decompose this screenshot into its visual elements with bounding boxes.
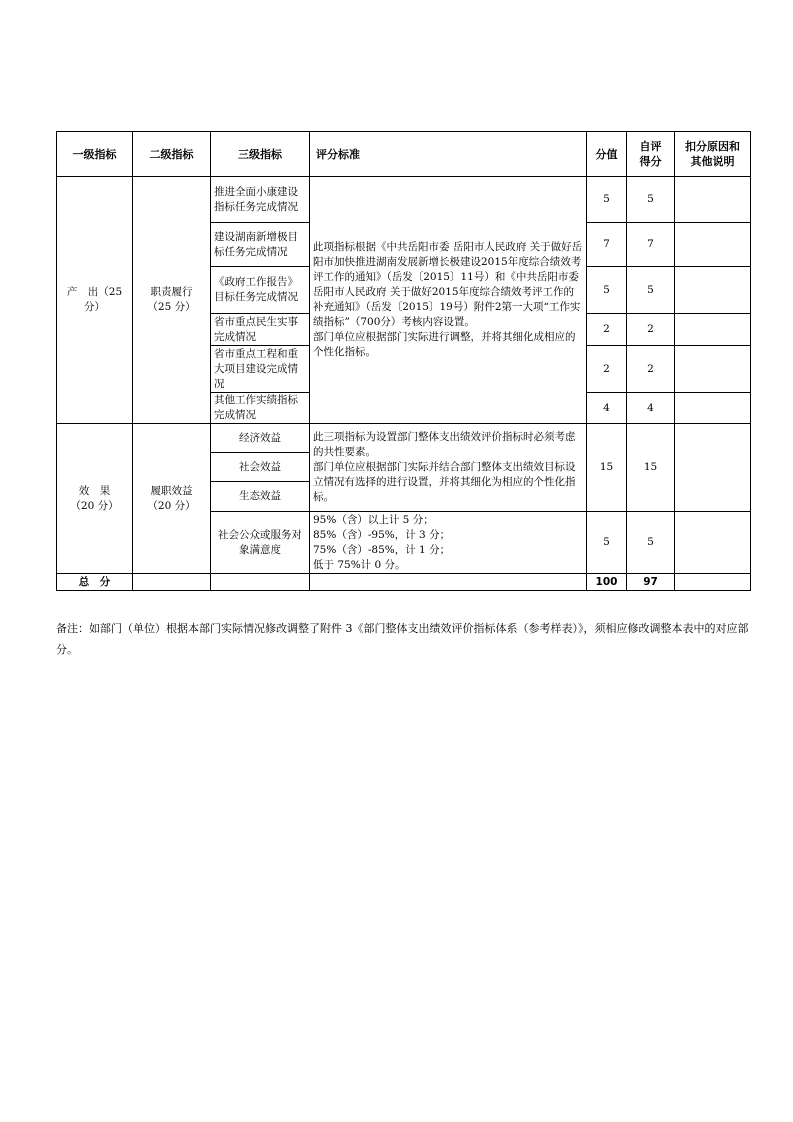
remarks-cell — [675, 393, 751, 424]
output-level1-cell: 产 出（25 分） — [57, 177, 133, 424]
empty-cell — [211, 574, 310, 591]
score-cell: 15 — [587, 424, 627, 512]
score-cell: 5 — [587, 267, 627, 314]
total-self-score: 97 — [627, 574, 675, 591]
effect-level1-cell: 效 果 （20 分） — [57, 424, 133, 574]
remarks-cell — [675, 267, 751, 314]
level3-cell: 社会公众或服务对象满意度 — [211, 512, 310, 574]
table-row — [57, 424, 751, 453]
output-level2-cell: 职责履行 （25 分） — [133, 177, 211, 424]
level3-cell: 社会效益 — [211, 453, 310, 482]
self-score-cell: 5 — [627, 177, 675, 223]
score-cell: 4 — [587, 393, 627, 424]
score-cell: 5 — [587, 177, 627, 223]
header-criteria: 评分标准 — [310, 132, 587, 177]
level3-cell: 经济效益 — [211, 424, 310, 453]
total-label: 总 分 — [57, 574, 133, 591]
total-score: 100 — [587, 574, 627, 591]
remarks-cell — [675, 177, 751, 223]
score-cell: 2 — [587, 346, 627, 393]
level3-cell: 推进全面小康建设指标任务完成情况 — [211, 177, 310, 223]
footnote: 备注：如部门（单位）根据本部门实际情况修改调整了附件 3《部门整体支出绩效评价指标体系（参考样表）》，须相应修改调整本表中的对应部分。 — [56, 622, 749, 656]
header-row — [57, 132, 751, 177]
output-criteria-cell: 此项指标根据《中共岳阳市委 岳阳市人民政府 关于做好岳阳市加快推进湖南发展新增长极建设2015年度综合绩效考评工作的通知》（岳发〔2015〕11号）和《中共岳阳市委 岳阳市人民政府 关于做好2015年度综合绩效考评工作的补充通知》（岳发〔2015〕19号）附件2第一大项“工作实绩指标”（700分）考核内容设置。 部门单位应根据部门实际进行调整，并将其细化成相应的个性化指标。 — [310, 177, 587, 424]
self-score-cell: 2 — [627, 346, 675, 393]
effect-level2-cell: 履职效益 （20 分） — [133, 424, 211, 574]
header-self-score: 自评 得分 — [627, 132, 675, 177]
header-level1: 一级指标 — [57, 132, 133, 177]
level3-cell: 其他工作实绩指标完成情况 — [211, 393, 310, 424]
level3-cell: 生态效益 — [211, 482, 310, 512]
level3-cell: 《政府工作报告》目标任务完成情况 — [211, 267, 310, 314]
level3-cell: 省市重点工程和重大项目建设完成情况 — [211, 346, 310, 393]
remarks-cell — [675, 346, 751, 393]
self-score-cell: 5 — [627, 512, 675, 574]
remarks-cell — [675, 223, 751, 267]
performance-evaluation-table — [56, 131, 751, 591]
self-score-cell: 4 — [627, 393, 675, 424]
level3-cell: 建设湖南新增极目标任务完成情况 — [211, 223, 310, 267]
self-score-cell: 7 — [627, 223, 675, 267]
empty-cell — [133, 574, 211, 591]
total-row — [57, 574, 751, 591]
self-score-cell: 5 — [627, 267, 675, 314]
remarks-cell — [675, 424, 751, 512]
remarks-cell — [675, 314, 751, 346]
header-remarks: 扣分原因和 其他说明 — [675, 132, 751, 177]
score-cell: 2 — [587, 314, 627, 346]
satisfaction-criteria-cell: 95%（含）以上计 5 分； 85%（含）-95%，计 3 分； 75%（含）-85%，计 1 分； 低于 75%计 0 分。 — [310, 512, 587, 574]
remarks-cell — [675, 512, 751, 574]
table-row — [57, 177, 751, 223]
header-level3: 三级指标 — [211, 132, 310, 177]
score-cell: 7 — [587, 223, 627, 267]
self-score-cell: 15 — [627, 424, 675, 512]
level3-cell: 省市重点民生实事完成情况 — [211, 314, 310, 346]
effect-criteria-cell: 此三项指标为设置部门整体支出绩效评价指标时必须考虑的共性要素。 部门单位应根据部门实际并结合部门整体支出绩效目标设立情况有选择的进行设置，并将其细化为相应的个性化指标。 — [310, 424, 587, 512]
header-score: 分值 — [587, 132, 627, 177]
score-cell: 5 — [587, 512, 627, 574]
header-level2: 二级指标 — [133, 132, 211, 177]
empty-cell — [310, 574, 587, 591]
self-score-cell: 2 — [627, 314, 675, 346]
empty-cell — [675, 574, 751, 591]
